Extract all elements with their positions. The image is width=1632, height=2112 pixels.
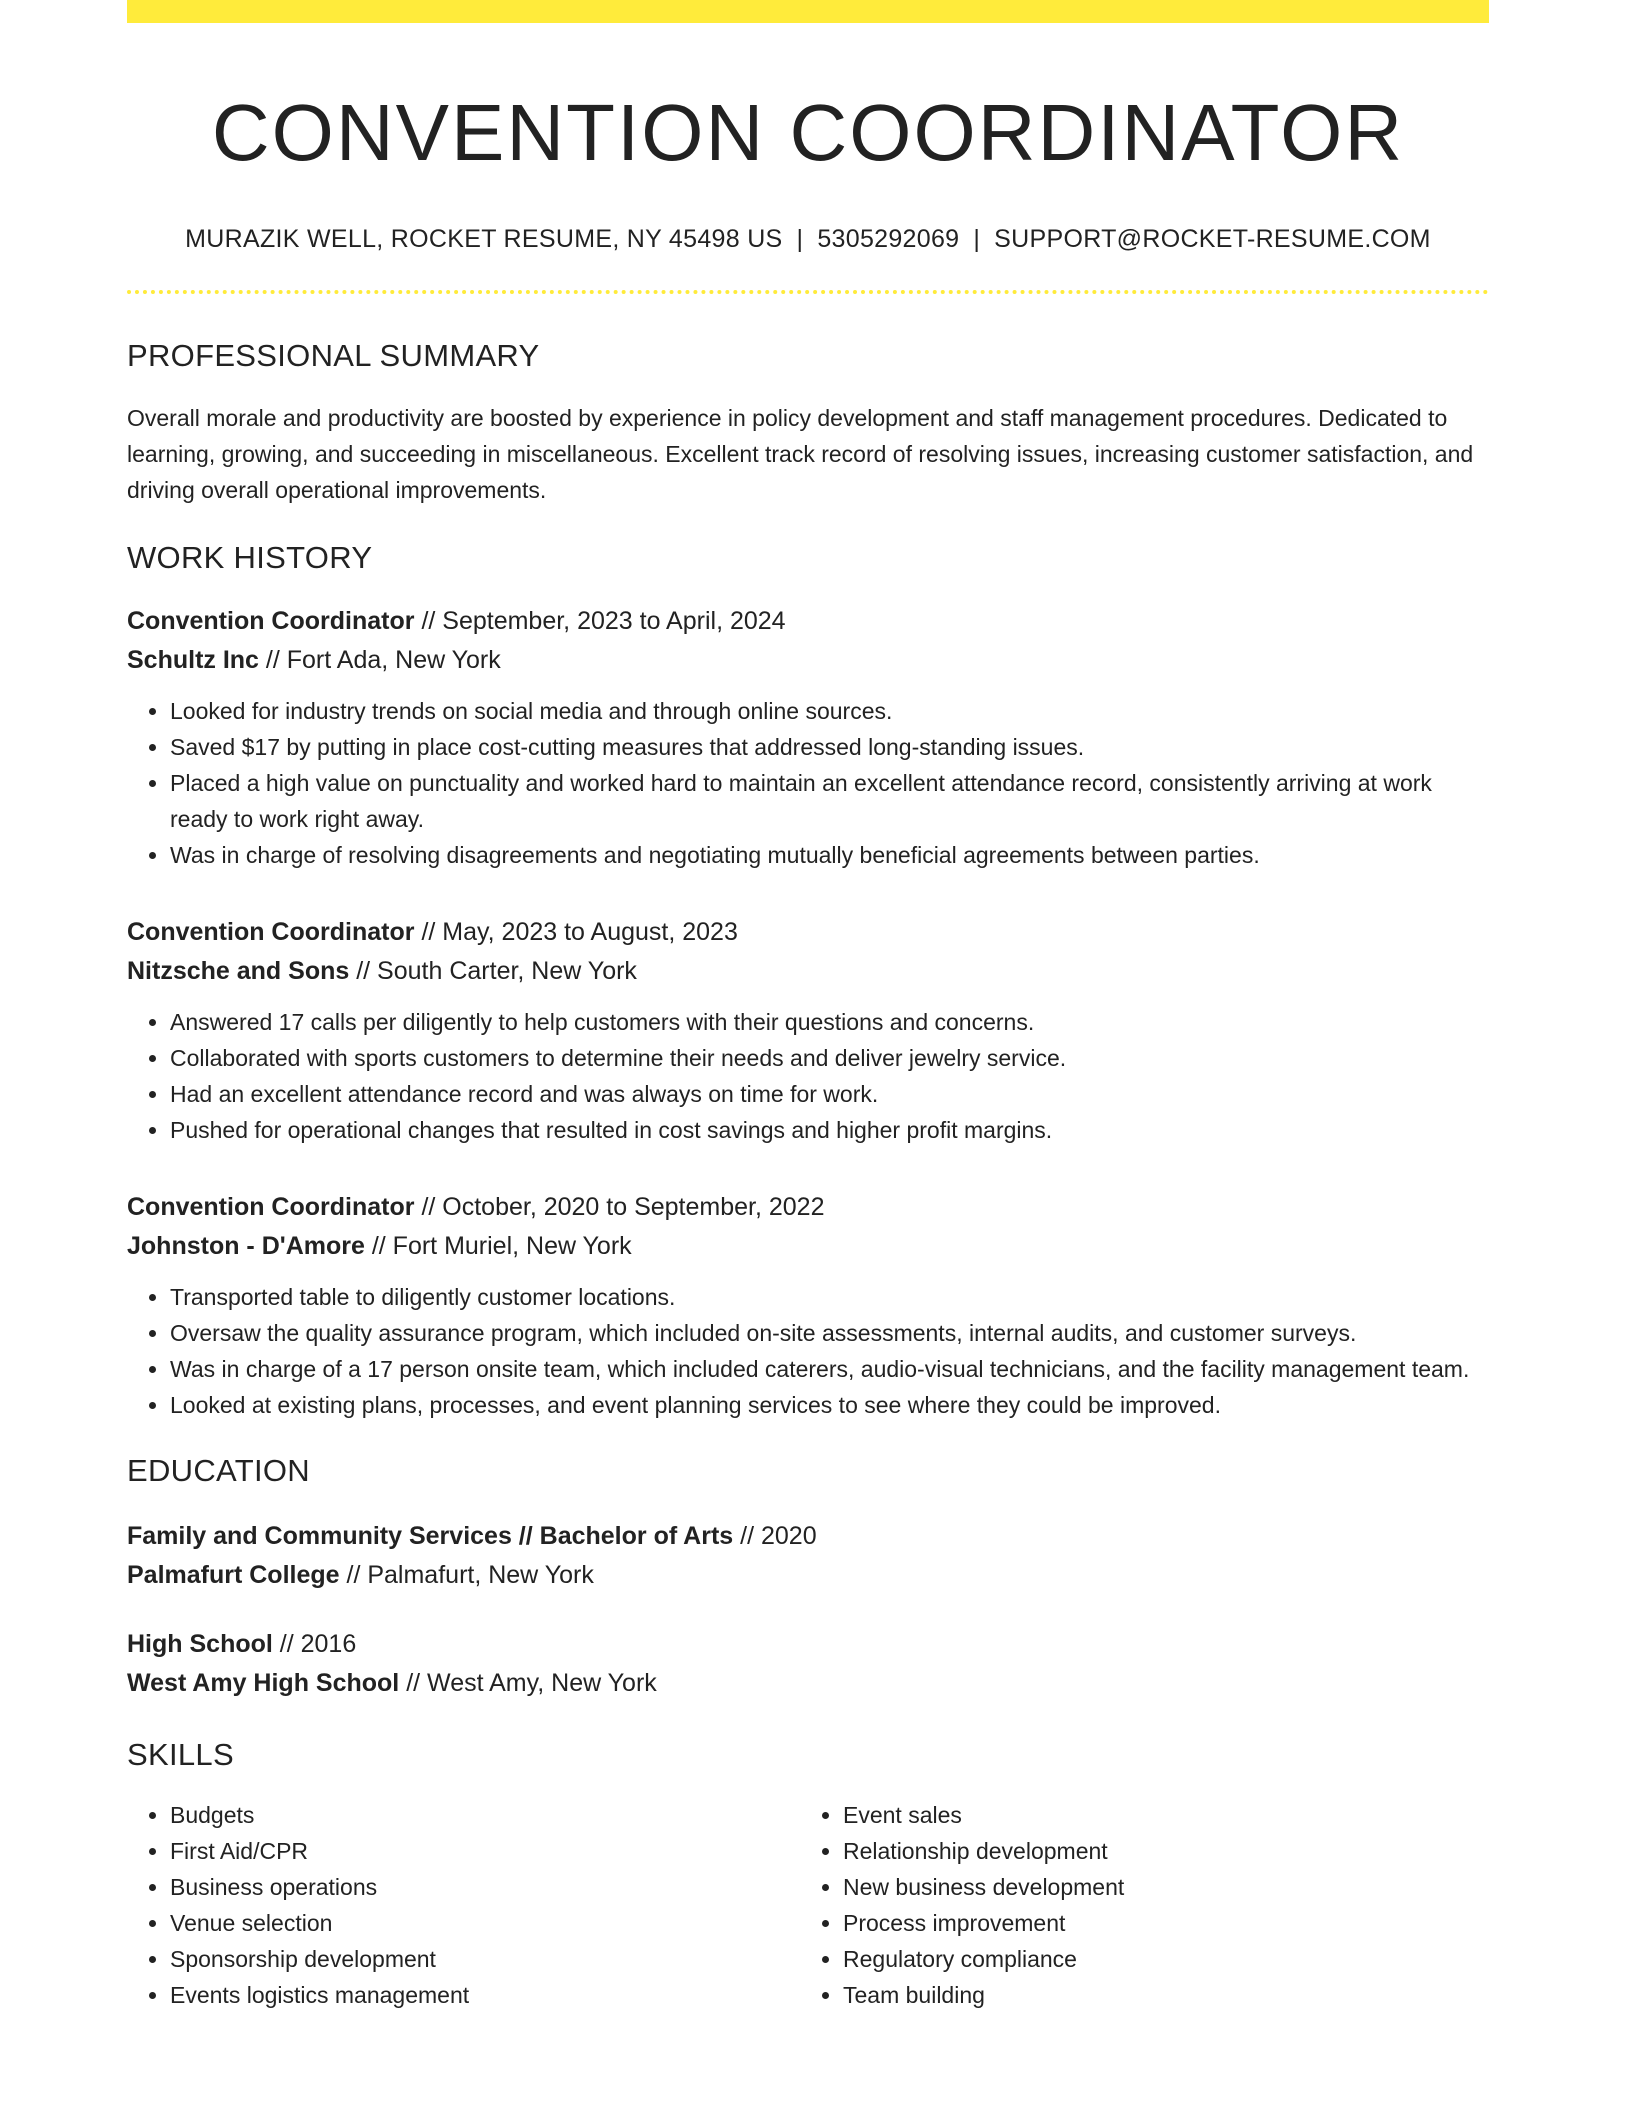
education-school-line [127, 1556, 1489, 1595]
education-location: // Palmafurt, New York [346, 1561, 594, 1589]
job-role: Convention Coordinator [127, 918, 415, 946]
job-company-line [127, 641, 1489, 680]
job-entry [127, 602, 1489, 873]
skill-item: • Regulatory compliance [843, 1941, 1473, 1977]
skill-item: • New business development [843, 1869, 1473, 1905]
skill-item: • Team building [843, 1977, 1473, 2013]
skills-columns [127, 1797, 1489, 2013]
contact-address: MURAZIK WELL, ROCKET RESUME, NY 45498 US [185, 225, 783, 253]
job-company: Johnston - D'Amore [127, 1232, 365, 1260]
education-heading: EDUCATION [127, 1453, 310, 1488]
job-entry [127, 1188, 1489, 1423]
education-school-line [127, 1664, 1489, 1703]
job-dates: // May, 2023 to August, 2023 [421, 918, 738, 946]
job-bullets [127, 1004, 1489, 1148]
job-bullet: • Looked at existing plans, processes, and event planning services to see where they could be improved. [170, 1387, 1489, 1423]
summary-text: Overall morale and productivity are boosted by experience in policy development and staff management procedures. Dedicated to learning, growing, and succeeding in miscellaneous. Excellent track record of resolving issues, increasing customer satisfaction, and driving overall operational improvements. [127, 405, 1474, 503]
job-bullet: • Collaborated with sports customers to determine their needs and deliver jewelry service. [170, 1040, 1489, 1076]
education-school: Palmafurt College [127, 1561, 340, 1589]
job-bullet: • Placed a high value on punctuality and worked hard to maintain an excellent attendance record, consistently arriving at work ready to work right away. [170, 765, 1489, 837]
skills-list-right [800, 1797, 1473, 2013]
education-school: West Amy High School [127, 1669, 400, 1697]
job-location: // South Carter, New York [356, 957, 637, 985]
skill-item: • Events logistics management [170, 1977, 800, 2013]
job-bullet: • Pushed for operational changes that resulted in cost savings and higher profit margins. [170, 1112, 1489, 1148]
job-bullets [127, 1279, 1489, 1423]
contact-separator: | [796, 225, 804, 253]
education-degree: High School [127, 1630, 273, 1658]
education-year: // 2016 [279, 1630, 357, 1658]
job-title-line [127, 1188, 1489, 1227]
education-entry [127, 1517, 1489, 1595]
skill-item: • Budgets [170, 1797, 800, 1833]
job-title-line [127, 913, 1489, 952]
skill-item: • Venue selection [170, 1905, 800, 1941]
skill-item: • Process improvement [843, 1905, 1473, 1941]
contact-email: SUPPORT@ROCKET-RESUME.COM [994, 225, 1431, 253]
resume-title: CONVENTION COORDINATOR [211, 88, 1405, 177]
education-year: // 2020 [740, 1522, 817, 1550]
education-degree: Family and Community Services // Bachelor of Arts [127, 1522, 734, 1550]
job-title-line [127, 602, 1489, 641]
job-location: // Fort Ada, New York [265, 646, 501, 674]
job-bullet: • Answered 17 calls per diligently to help customers with their questions and concerns. [170, 1004, 1489, 1040]
job-bullet: • Saved $17 by putting in place cost-cutting measures that addressed long-standing issues. [170, 729, 1489, 765]
job-company-line [127, 952, 1489, 991]
job-bullet: • Oversaw the quality assurance program, which included on-site assessments, internal audits, and customer surveys. [170, 1315, 1489, 1351]
job-company-line [127, 1227, 1489, 1266]
resume-page [127, 0, 1489, 2013]
job-bullet: • Looked for industry trends on social media and through online sources. [170, 693, 1489, 729]
skill-item: • First Aid/CPR [170, 1833, 800, 1869]
skill-item: • Sponsorship development [170, 1941, 800, 1977]
job-dates: // October, 2020 to September, 2022 [421, 1193, 825, 1221]
contact-separator: | [973, 225, 981, 253]
job-role: Convention Coordinator [127, 607, 415, 635]
job-location: // Fort Muriel, New York [371, 1232, 632, 1260]
contact-phone: 5305292069 [817, 225, 960, 253]
job-bullets [127, 693, 1489, 873]
job-company: Nitzsche and Sons [127, 957, 350, 985]
contact-line [127, 225, 1489, 254]
skill-item: • Relationship development [843, 1833, 1473, 1869]
education-entry [127, 1625, 1489, 1703]
job-dates: // September, 2023 to April, 2024 [421, 607, 786, 635]
job-entry [127, 913, 1489, 1148]
job-role: Convention Coordinator [127, 1193, 415, 1221]
job-bullet: • Had an excellent attendance record and was always on time for work. [170, 1076, 1489, 1112]
job-bullet: • Was in charge of a 17 person onsite team, which included caterers, audio-visual technicians, and the facility management team. [170, 1351, 1489, 1387]
job-company: Schultz Inc [127, 646, 259, 674]
job-bullet: • Was in charge of resolving disagreements and negotiating mutually beneficial agreements between parties. [170, 837, 1489, 873]
top-accent-bar [127, 0, 1489, 23]
skills-list-left [127, 1797, 800, 2013]
job-bullet: • Transported table to diligently customer locations. [170, 1279, 1489, 1315]
dotted-divider [127, 290, 1489, 294]
skills-heading: SKILLS [127, 1737, 234, 1772]
education-degree-line [127, 1625, 1489, 1664]
education-degree-line [127, 1517, 1489, 1556]
work-history-heading: WORK HISTORY [127, 540, 373, 575]
summary-heading: PROFESSIONAL SUMMARY [127, 338, 540, 373]
education-location: // West Amy, New York [406, 1669, 657, 1697]
skill-item: • Event sales [843, 1797, 1473, 1833]
skill-item: • Business operations [170, 1869, 800, 1905]
